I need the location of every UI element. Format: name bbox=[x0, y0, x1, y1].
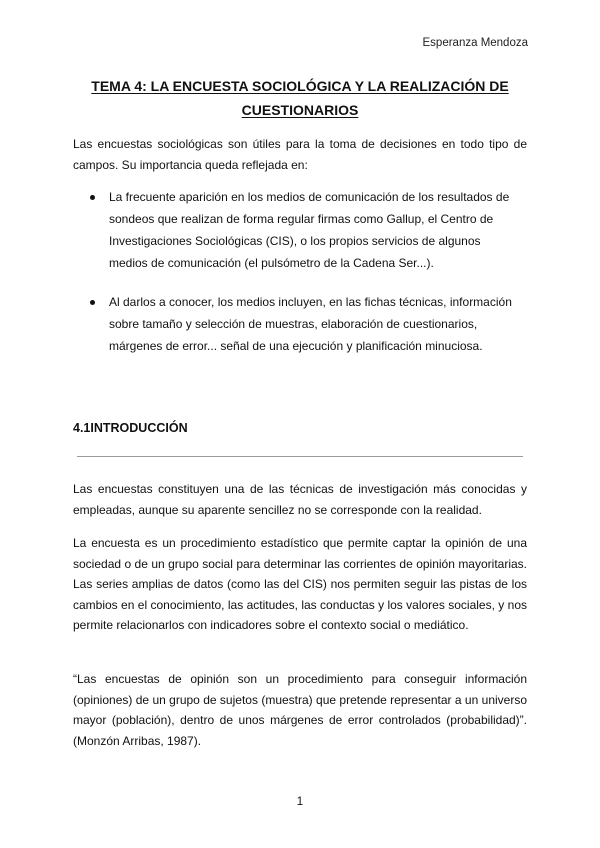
section-quote-paragraph: “Las encuestas de opinión son un procedimiento para conseguir información (opiniones) de un grupo de sujetos (muestra) que pretende representar a un universo mayor (población), dentro de unos márgenes de error controlados (probabilidad)”. (Monzón Arribas, 1987). bbox=[73, 672, 527, 748]
bullet-dot-icon bbox=[90, 195, 95, 200]
bullet-list-2 bbox=[73, 291, 527, 357]
section-heading: 4.1INTRODUCCIÓN bbox=[73, 421, 188, 435]
page-number: 1 bbox=[296, 796, 304, 808]
bullet-list-1 bbox=[73, 186, 527, 274]
bullet-item bbox=[73, 291, 527, 357]
section-paragraph: La encuesta es un procedimiento estadístico que permite captar la opinión de una sociedad o de un grupo social para determinar las corrientes de opinión mayoritarias. Las series amplias de datos (como las del CIS) nos permiten seguir las pistas de los cambios en el conocimiento, las actitudes, las conductas y los valores sociales, y nos permite relacionarlos con indicadores sobre el contexto social o mediático. bbox=[73, 536, 527, 632]
document-title: TEMA 4: LA ENCUESTA SOCIOLÓGICA Y LA REALIZACIÓN DE CUESTIONARIOS bbox=[91, 78, 509, 118]
section-paragraph: Las encuestas constituyen una de las técnicas de investigación más conocidas y empleadas, aunque su aparente sencillez no se corresponde con la realidad. bbox=[73, 482, 527, 517]
bullet-text: La frecuente aparición en los medios de comunicación de los resultados de sondeos que realizan de forma regular firmas como Gallup, el Centro de Investigaciones Sociológicas (CIS), o los propios servicios de algunos medios de comunicación (el pulsómetro de la Cadena Ser...). bbox=[109, 190, 510, 270]
header-author: Esperanza Mendoza bbox=[422, 37, 528, 49]
intro-paragraph: Las encuestas sociológicas son útiles para la toma de decisiones en todo tipo de campos. Su importancia queda reflejada en: bbox=[73, 137, 527, 172]
section-divider bbox=[77, 456, 523, 457]
bullet-text: Al darlos a conocer, los medios incluyen, en las fichas técnicas, información sobre tamaño y selección de muestras, elaboración de cuestionarios, márgenes de error... señal de una ejecución y planificación minuciosa. bbox=[109, 295, 512, 353]
bullet-item bbox=[73, 186, 527, 274]
bullet-dot-icon bbox=[90, 300, 95, 305]
